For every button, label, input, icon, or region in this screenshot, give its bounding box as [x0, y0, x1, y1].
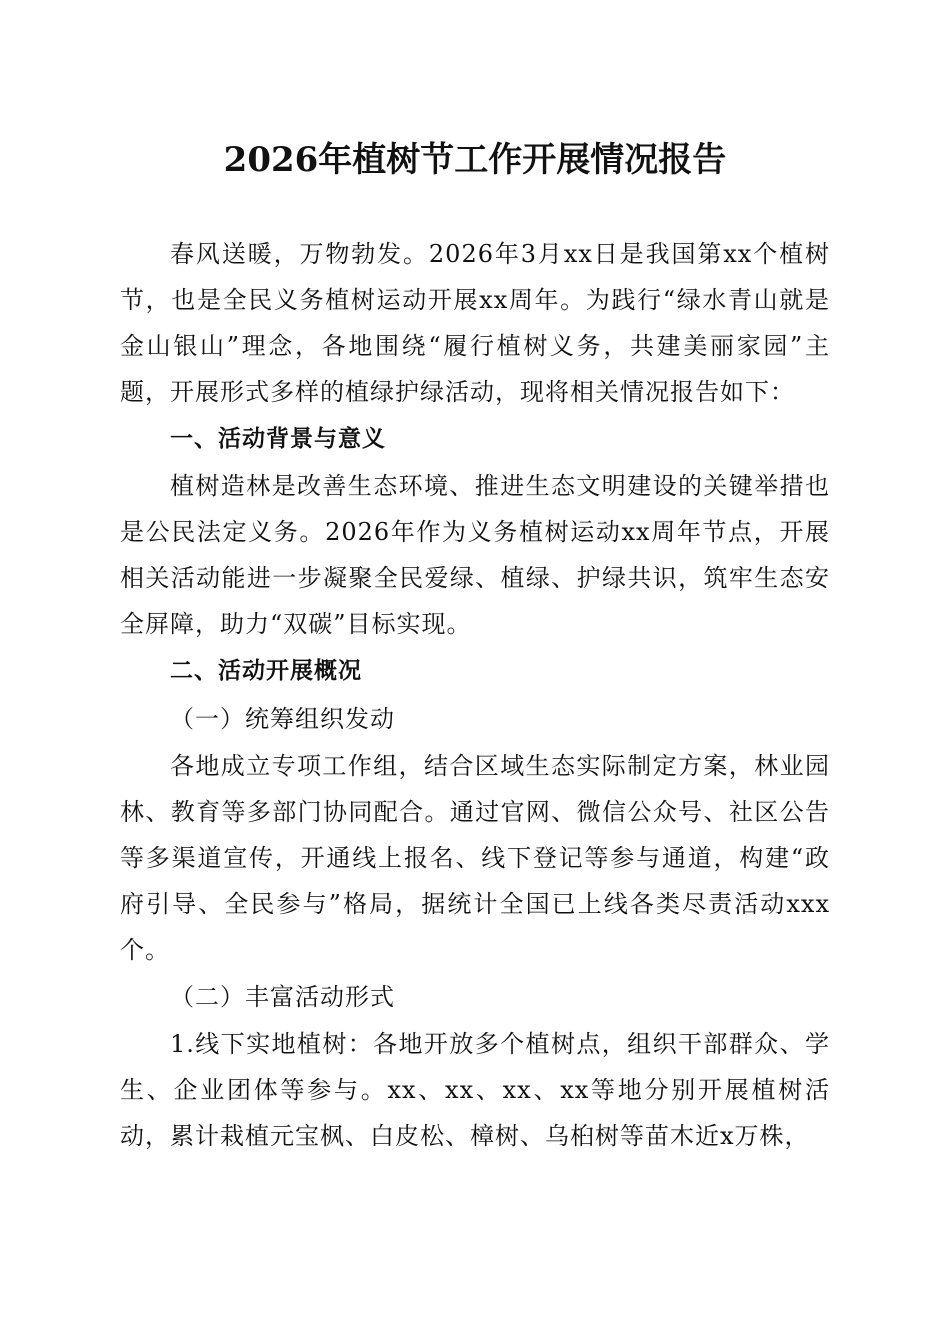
- subsection-heading-organize: （一）统筹组织发动: [170, 705, 395, 733]
- subsection-body-organize: 各地成立专项工作组，结合区域生态实际制定方案，林业园林、教育等多部门协同配合。通过官网、微信公众号、社区公告等多渠道宣传，开通线上报名、线下登记等参与通道，构建“政府引导、全民参与”格局，据统计全国已上线各类尽责活动xxx个。: [120, 752, 830, 964]
- section-heading-background: 一、活动背景与意义: [170, 426, 386, 452]
- document-title: 2026年植树节工作开展情况报告: [223, 140, 727, 180]
- subsection-body-forms: 1.线下实地植树：各地开放多个植树点，组织干部群众、学生、企业团体等参与。xx、xx、xx、xx等地分别开展植树活动，累计栽植元宝枫、白皮松、樟树、乌桕树等苗木近x万株，: [120, 1030, 830, 1150]
- section-heading-overview: 二、活动开展概况: [170, 658, 362, 684]
- intro-paragraph: 春风送暖，万物勃发。2026年3月xx日是我国第xx个植树节，也是全民义务植树运动开展xx周年。为践行“绿水青山就是金山银山”理念，各地围绕“履行植树义务，共建美丽家园”主题，开展形式多样的植绿护绿活动，现将相关情况报告如下：: [120, 240, 830, 406]
- subsection-heading-forms: （二）丰富活动形式: [170, 983, 395, 1011]
- document-body: [120, 231, 830, 1159]
- section-body-background: 植树造林是改善生态环境、推进生态文明建设的关键举措也是公民法定义务。2026年作为义务植树运动xx周年节点，开展相关活动能进一步凝聚全民爱绿、植绿、护绿共识，筑牢生态安全屏障，助力“双碳”目标实现。: [120, 472, 830, 638]
